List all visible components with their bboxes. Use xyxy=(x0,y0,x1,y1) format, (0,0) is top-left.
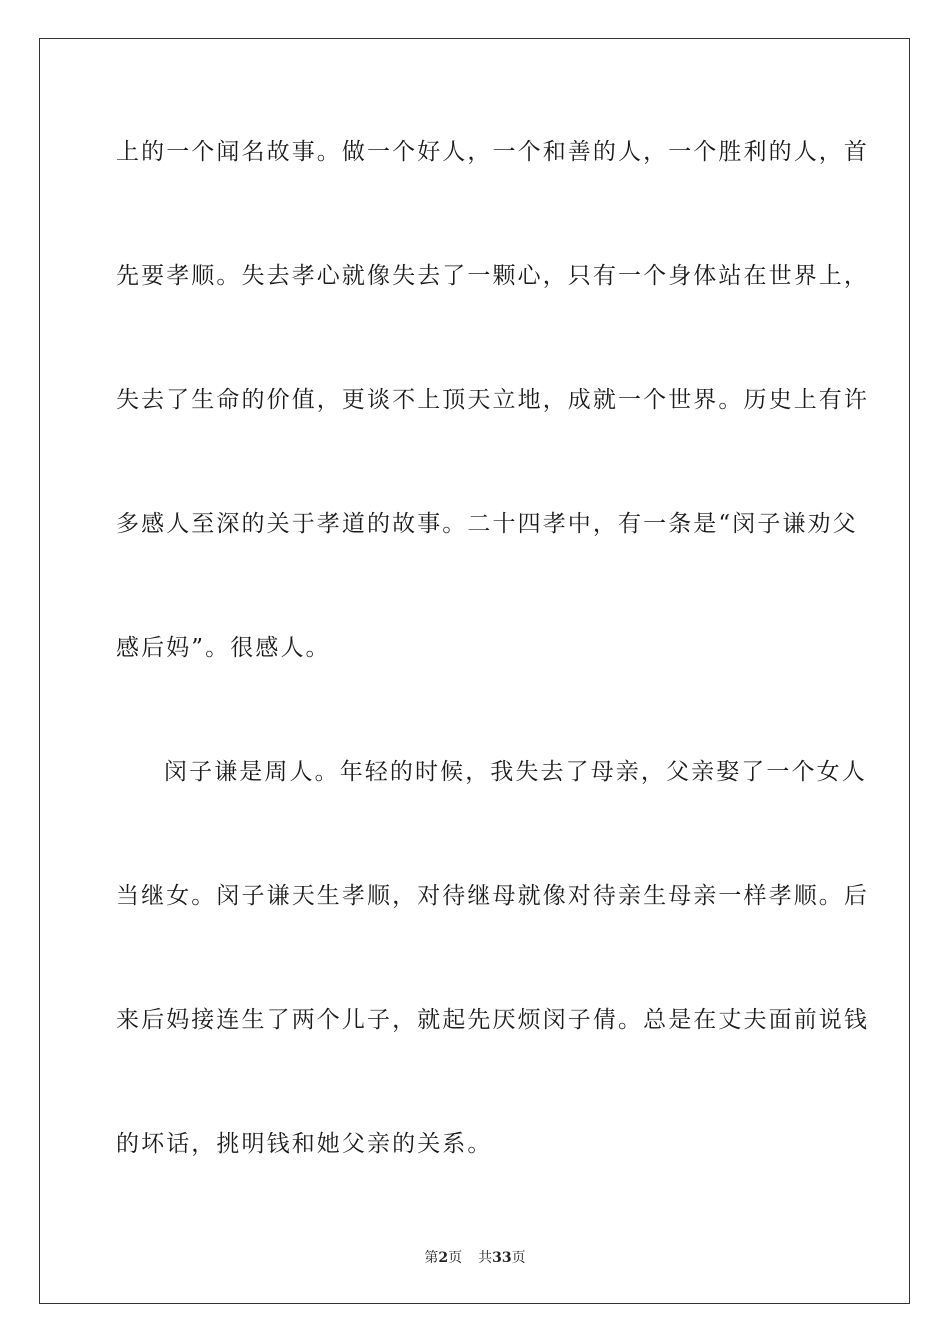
page-suffix: 页 xyxy=(448,1250,463,1266)
text-line-9: 的坏话，挑明钱和她父亲的关系。 xyxy=(116,1131,493,1157)
text-line-5: 感后妈”。很感人。 xyxy=(116,635,331,661)
text-line-3: 失去了生命的价值，更谈不上顶天立地，成就一个世界。历史上有许 xyxy=(116,387,869,413)
total-pages: 33 xyxy=(492,1250,512,1266)
total-suffix: 页 xyxy=(511,1250,526,1266)
text-line-1: 上的一个闻名故事。做一个好人，一个和善的人，一个胜利的人，首 xyxy=(116,139,869,165)
text-line-7: 当继女。闵子谦天生孝顺，对待继母就像对待亲生母亲一样孝顺。后 xyxy=(116,883,869,909)
text-line-4: 多感人至深的关于孝道的故事。二十四孝中，有一条是“闵子谦劝父 xyxy=(116,511,858,537)
text-line-2: 先要孝顺。失去孝心就像失去了一颗心，只有一个身体站在世界上， xyxy=(116,263,869,289)
text-line-6: 闵子谦是周人。年轻的时候，我失去了母亲，父亲娶了一个女人 xyxy=(164,759,867,785)
page-prefix: 第 xyxy=(424,1250,439,1266)
total-prefix: 共 xyxy=(478,1250,493,1266)
page-border xyxy=(39,38,910,1304)
page-number: 2 xyxy=(438,1250,449,1266)
text-line-8: 来后妈接连生了两个儿子，就起先厌烦闵子倩。总是在丈夫面前说钱 xyxy=(116,1007,869,1033)
page-footer xyxy=(0,1247,950,1267)
